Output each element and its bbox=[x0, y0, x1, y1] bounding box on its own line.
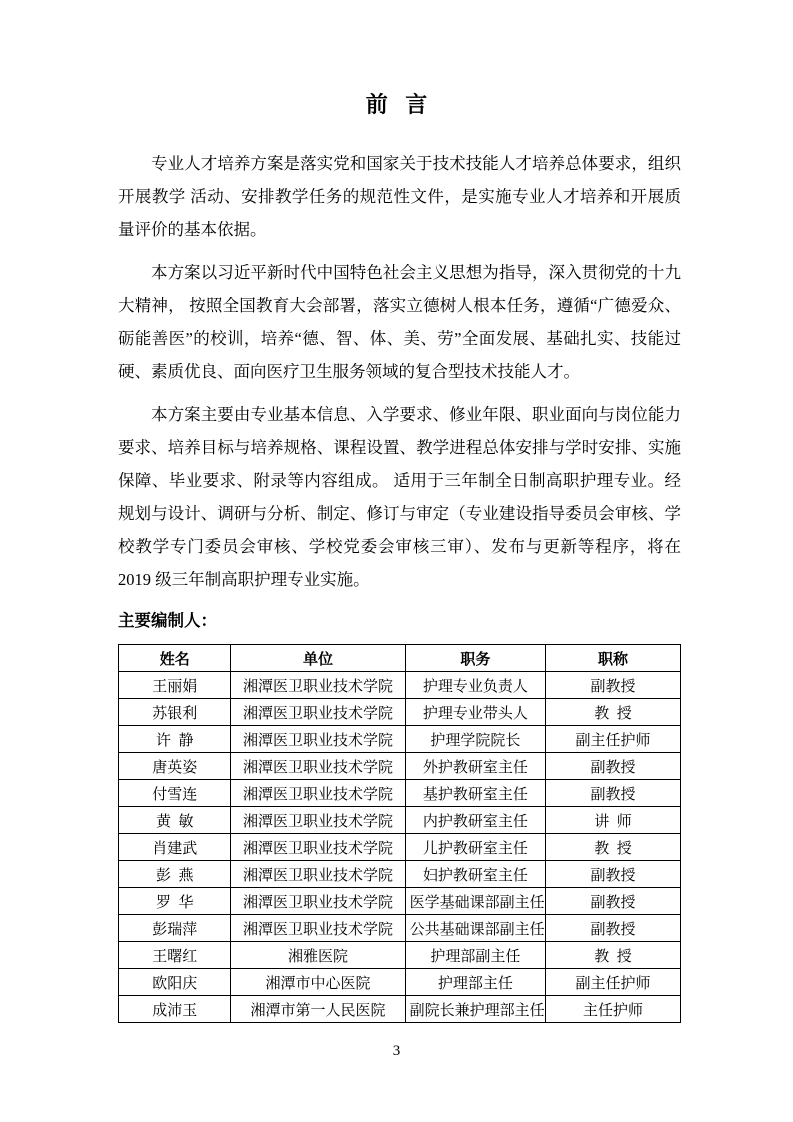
table-cell: 护理部主任 bbox=[405, 969, 546, 996]
table-row bbox=[119, 753, 681, 780]
page-title: 前 言 bbox=[365, 92, 434, 117]
table-body bbox=[119, 672, 681, 1023]
table-cell: 湘潭医卫职业技术学院 bbox=[231, 672, 405, 699]
table-cell: 副教授 bbox=[546, 672, 681, 699]
paragraph-2: 本方案以习近平新时代中国特色社会主义思想为指导，深入贯彻党的十九大精神， 按照全国教育大会部署，落实立德树人根本任务，遵循“广德爱众、砺能善医”的校训，培养“德、智、体、美、劳”全面发展、基础扎实、技能过硬、素质优良、面向医疗卫生服务领域的复合型技术技能人才。 bbox=[118, 263, 681, 381]
table-cell: 副教授 bbox=[546, 888, 681, 915]
table-cell: 罗 华 bbox=[119, 888, 231, 915]
table-row bbox=[119, 915, 681, 942]
table-cell: 护理学院院长 bbox=[405, 726, 546, 753]
table-cell: 湘潭市第一人民医院 bbox=[231, 996, 405, 1023]
table-cell: 内护教研室主任 bbox=[405, 807, 546, 834]
table-row bbox=[119, 942, 681, 969]
table-row bbox=[119, 807, 681, 834]
table-row bbox=[119, 780, 681, 807]
table-cell: 付雪连 bbox=[119, 780, 231, 807]
table-cell: 湘潭医卫职业技术学院 bbox=[231, 780, 405, 807]
table-cell: 主任护师 bbox=[546, 996, 681, 1023]
table-row bbox=[119, 672, 681, 699]
table-row bbox=[119, 969, 681, 996]
compilers-label: 主要编制人： bbox=[118, 611, 217, 630]
table-cell: 湘潭医卫职业技术学院 bbox=[231, 861, 405, 888]
table-cell: 湘雅医院 bbox=[231, 942, 405, 969]
table-cell: 湘潭医卫职业技术学院 bbox=[231, 807, 405, 834]
document-body bbox=[118, 147, 681, 1023]
table-cell: 妇护教研室主任 bbox=[405, 861, 546, 888]
table-cell: 外护教研室主任 bbox=[405, 753, 546, 780]
table-cell: 成沛玉 bbox=[119, 996, 231, 1023]
table-header-cell: 姓名 bbox=[119, 645, 231, 672]
compilers-table bbox=[118, 644, 681, 1023]
table-cell: 教 授 bbox=[546, 699, 681, 726]
table-cell: 儿护教研室主任 bbox=[405, 834, 546, 861]
table-cell: 副教授 bbox=[546, 780, 681, 807]
table-cell: 湘潭市中心医院 bbox=[231, 969, 405, 996]
table-row bbox=[119, 834, 681, 861]
table-cell: 教 授 bbox=[546, 834, 681, 861]
table-cell: 副教授 bbox=[546, 915, 681, 942]
table-cell: 医学基础课部副主任 bbox=[405, 888, 546, 915]
table-cell: 王曙红 bbox=[119, 942, 231, 969]
table-cell: 副主任护师 bbox=[546, 969, 681, 996]
table-cell: 肖建武 bbox=[119, 834, 231, 861]
paragraph-1: 专业人才培养方案是落实党和国家关于技术技能人才培养总体要求，组织开展教学 活动、安排教学任务的规范性文件，是实施专业人才培养和开展质量评价的基本依据。 bbox=[118, 154, 681, 239]
table-cell: 彭瑞萍 bbox=[119, 915, 231, 942]
table-cell: 副主任护师 bbox=[546, 726, 681, 753]
table-cell: 湘潭医卫职业技术学院 bbox=[231, 726, 405, 753]
table-cell: 讲 师 bbox=[546, 807, 681, 834]
table-cell: 王丽娟 bbox=[119, 672, 231, 699]
table-header-cell: 职务 bbox=[405, 645, 546, 672]
table-cell: 湘潭医卫职业技术学院 bbox=[231, 888, 405, 915]
table-cell: 副教授 bbox=[546, 861, 681, 888]
page-number: 3 bbox=[392, 1043, 401, 1059]
table-cell: 湘潭医卫职业技术学院 bbox=[231, 753, 405, 780]
table-header-cell: 职称 bbox=[546, 645, 681, 672]
table-cell: 护理部副主任 bbox=[405, 942, 546, 969]
table-row bbox=[119, 726, 681, 753]
table-header-row bbox=[119, 645, 681, 672]
table-cell: 护理专业负责人 bbox=[405, 672, 546, 699]
table-row bbox=[119, 699, 681, 726]
table-cell: 护理专业带头人 bbox=[405, 699, 546, 726]
table-row bbox=[119, 861, 681, 888]
table-cell: 苏银利 bbox=[119, 699, 231, 726]
table-cell: 湘潭医卫职业技术学院 bbox=[231, 834, 405, 861]
table-cell: 唐英姿 bbox=[119, 753, 231, 780]
table-row bbox=[119, 888, 681, 915]
table-cell: 湘潭医卫职业技术学院 bbox=[231, 699, 405, 726]
table-cell: 彭 燕 bbox=[119, 861, 231, 888]
table-cell: 湘潭医卫职业技术学院 bbox=[231, 915, 405, 942]
table-row bbox=[119, 996, 681, 1023]
table-cell: 欧阳庆 bbox=[119, 969, 231, 996]
paragraph-3: 本方案主要由专业基本信息、入学要求、修业年限、职业面向与岗位能力要求、培养目标与培养规格、课程设置、教学进程总体安排与学时安排、实施保障、毕业要求、附录等内容组成。 适用于三年制全日制高职护理专业。经规划与设计、调研与分析、制定、修订与审定（专业建设指导委员会审核、学校教学专门委员会审核、学校党委会审核三审）、发布与更新等程序，将在 2019 级三年制高职护理专业实施。 bbox=[118, 405, 681, 589]
table-cell: 副教授 bbox=[546, 753, 681, 780]
table-header-cell: 单位 bbox=[231, 645, 405, 672]
table-cell: 副院长兼护理部主任 bbox=[405, 996, 546, 1023]
table-cell: 基护教研室主任 bbox=[405, 780, 546, 807]
table-cell: 许 静 bbox=[119, 726, 231, 753]
table-cell: 公共基础课部副主任 bbox=[405, 915, 546, 942]
table-cell: 黄 敏 bbox=[119, 807, 231, 834]
table-cell: 教 授 bbox=[546, 942, 681, 969]
